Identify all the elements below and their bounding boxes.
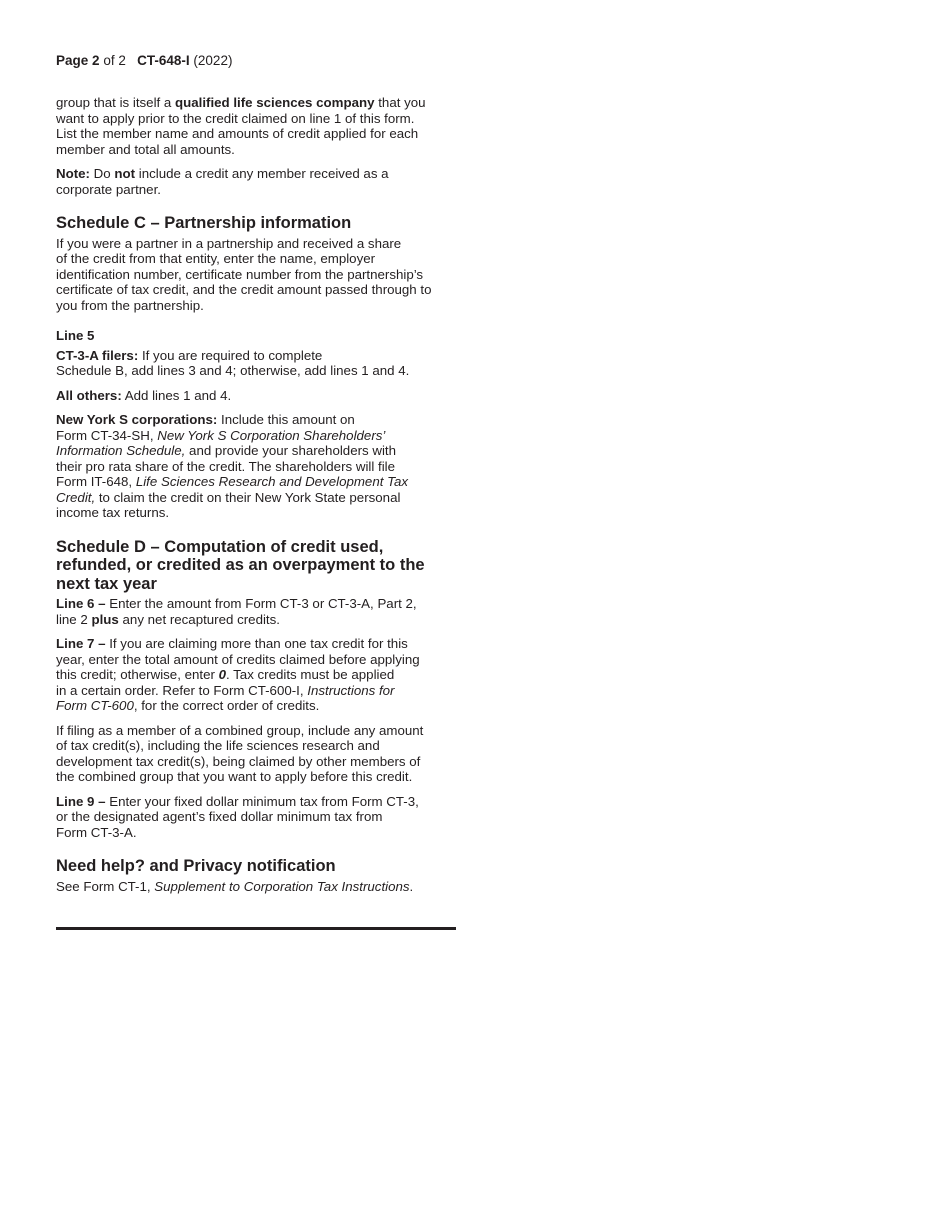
form-year: (2022) <box>193 53 233 68</box>
page-word: Page <box>56 53 89 68</box>
ct3a-filers-paragraph: CT-3-A filers: If you are required to complete Schedule B, add lines 3 and 4; otherwise, add lines 1 and 4. <box>56 347 410 378</box>
all-others-paragraph: All others: Add lines 1 and 4. <box>56 387 232 403</box>
page-header <box>56 53 232 69</box>
instructions-column <box>56 95 456 903</box>
intro-paragraph: group that is itself a qualified life sciences company that you want to apply prior to the credit claimed on line 1 of this form. List the member name and amounts of credit applied for each member and total all amounts. <box>56 95 426 157</box>
schedule-c-heading: Schedule C – Partnership information <box>56 214 352 232</box>
ny-s-corporations-paragraph: New York S corporations: Include this amount on Form CT-34-SH, New York S Corporation Shareholders’ Information Schedule, and provide your shareholders with their pro rata share of the credit. The shareholders will file Form IT-648, Life Sciences Research and Development Tax Credit, to claim the credit on their New York State personal income tax returns. <box>56 412 409 520</box>
schedule-d-heading: Schedule D – Computation of credit used, refunded, or credited as an overpayment to the next tax year <box>56 537 425 593</box>
line9-paragraph: Line 9 – Enter your fixed dollar minimum tax from Form CT-3, or the designated agent’s fixed dollar minimum tax from Form CT-3-A. <box>56 793 419 840</box>
need-help-heading: Need help? and Privacy notification <box>56 857 336 875</box>
combined-group-paragraph: If filing as a member of a combined group, include any amount of tax credit(s), including the life sciences research and development tax credit(s), being claimed by other members of the combined group that you want to apply before this credit. <box>56 722 424 784</box>
line6-paragraph: Line 6 – Enter the amount from Form CT-3 or CT-3-A, Part 2, line 2 plus any net recaptured credits. <box>56 596 417 627</box>
line5-heading: Line 5 <box>56 328 95 343</box>
line7-paragraph: Line 7 – If you are claiming more than one tax credit for this year, enter the total amount of credits claimed before applying this credit; otherwise, enter 0. Tax credits must be applied in a certain order. Refer to Form CT-600-I, Instructions for Form CT-600, for the correct order of credits. <box>56 636 420 713</box>
page-of: of 2 <box>103 53 126 68</box>
note-paragraph: Note: Do not include a credit any member received as a corporate partner. <box>56 166 389 197</box>
form-id: CT-648-I <box>137 53 190 68</box>
need-help-paragraph: See Form CT-1, Supplement to Corporation Tax Instructions. <box>56 878 414 894</box>
end-divider <box>56 927 456 930</box>
schedule-c-paragraph: If you were a partner in a partnership and received a share of the credit from that entity, enter the name, employer identification number, certificate number from the partnership’s certificate of tax credit, and the credit amount passed through to you from the partnership. <box>56 235 432 313</box>
page-number: 2 <box>92 53 100 68</box>
